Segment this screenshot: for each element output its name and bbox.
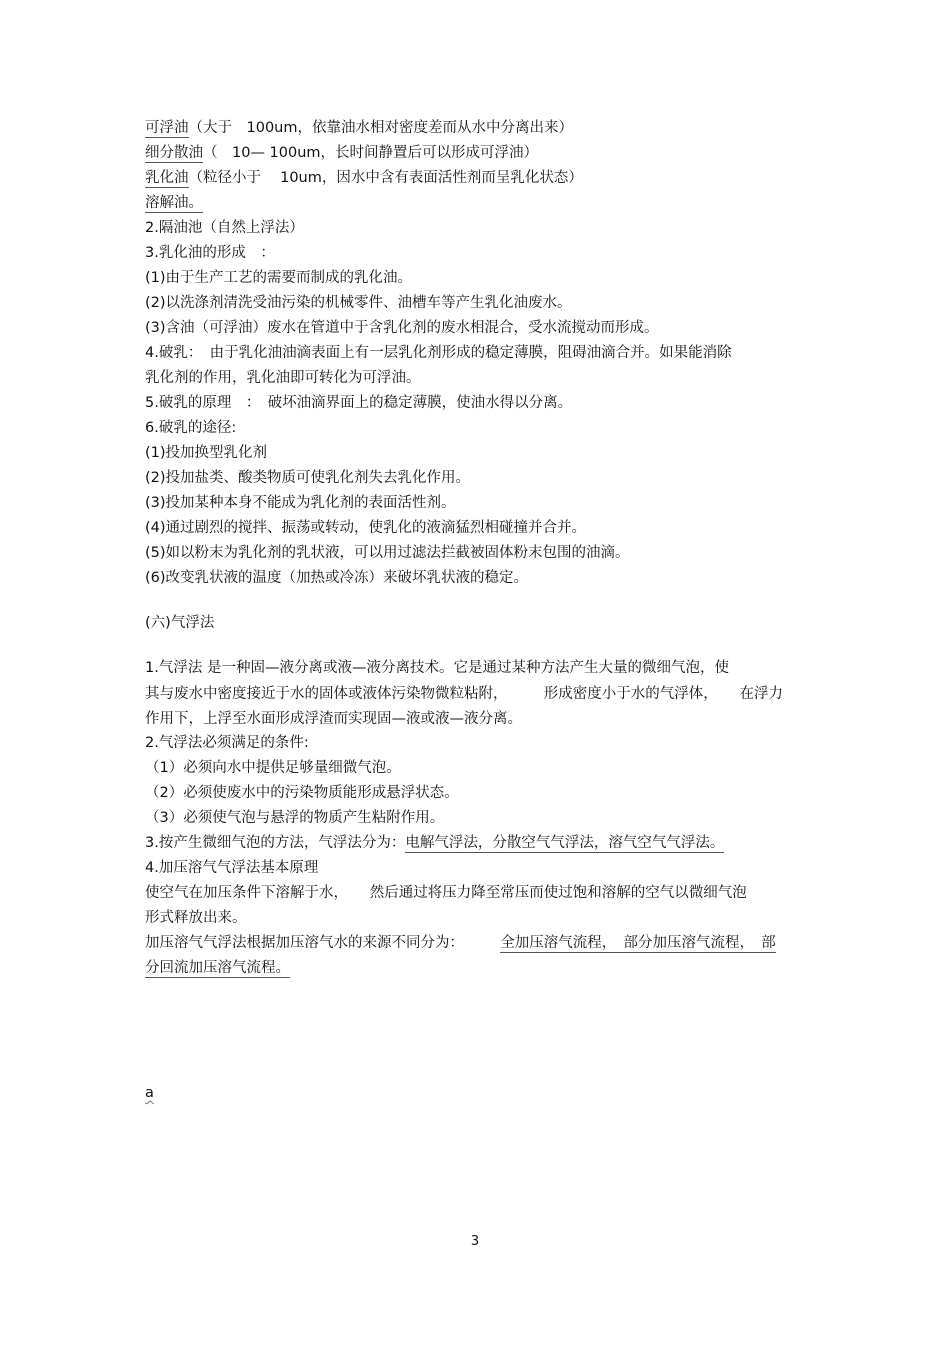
text-line: 5.破乳的原理 ： 破坏油滴界面上的稳定薄膜，使油水得以分离。 [145,395,573,411]
text-line: 形式释放出来。 [145,910,247,926]
text-line: (4)通过剧烈的搅拌、振荡或转动，使乳化的液滴猛烈相碰撞并合并。 [145,520,587,536]
text-line: a [145,1085,154,1101]
text-line: (6)改变乳状液的温度（加热或冷冻）来破坏乳状液的稳定。 [145,570,529,586]
term-underlined: 细分散油 [145,145,203,161]
text-line [145,193,203,213]
text-line: 乳化油（粒径小于 10um，因水中含有表面活性剂而呈乳化状态） [145,170,583,186]
text-line: 乳化剂的作用，乳化油即可转化为可浮油。 [145,370,421,386]
text-line: 可浮油（大于 100um，依靠油水相对密度差而从水中分离出来） [145,120,573,136]
text-line: (5)如以粉末为乳化剂的乳状液，可以用过滤法拦截被固体粉末包围的油滴。 [145,545,630,561]
page-number: 3 [470,1234,480,1249]
text-line [145,958,290,978]
text-line: (2)以洗涤剂清洗受油污染的机械零件、油槽车等产生乳化油废水。 [145,295,572,311]
section-heading: (六)气浮法 [145,615,215,631]
text-line: 作用下，上浮至水面形成浮渣而实现固—液或液—液分离。 [145,711,522,727]
term-underlined: 溶解油。 [145,195,203,211]
text-line: （3）必须使气泡与悬浮的物质产生粘附作用。 [145,810,445,826]
text-line: （2）必须使废水中的污染物质能形成悬浮状态。 [145,785,459,801]
text-line: 使空气在加压条件下溶解于水， 然后通过将压力降至常压而使过饱和溶解的空气以微细气泡 [145,885,747,901]
term-underlined: 可浮油 [145,120,189,136]
text-line: 细分散油（ 10— 100um，长时间静置后可以形成可浮油） [145,145,539,161]
text-line: 1.气浮法 是一种固—液分离或液—液分离技术。它是通过某种方法产生大量的微细气泡，使 [145,660,729,676]
text-line: 3.乳化油的形成 ： [145,245,275,261]
text-line: (1)由于生产工艺的需要而制成的乳化油。 [145,270,413,286]
text-line: 4.加压溶气气浮法基本原理 [145,860,319,876]
term-underlined: 分回流加压溶气流程。 [145,960,290,976]
text-line: (2)投加盐类、酸类物质可使乳化剂失去乳化作用。 [145,470,471,486]
text-line: (3)含油（可浮油）废水在管道中于含乳化剂的废水相混合，受水流搅动而形成。 [145,320,659,336]
text-line: 3.按产生微细气泡的方法，气浮法分为：电解气浮法，分散空气气浮法，溶气空气气浮法。 [145,835,725,851]
text-line: 其与废水中密度接近于水的固体或液体污染物微粒粘附， 形成密度小于水的气浮体， 在浮力 [145,686,783,702]
term-underlined: 全加压溶气流程， 部分加压溶气流程， 部 [500,935,776,951]
text-line: 2.气浮法必须满足的条件: [145,735,309,751]
text-line: (3)投加某种本身不能成为乳化剂的表面活性剂。 [145,495,456,511]
term-underlined: 乳化油 [145,170,189,186]
text-line: 4.破乳： 由于乳化油油滴表面上有一层乳化剂形成的稳定薄膜，阻碍油滴合并。如果能消除 [145,345,732,361]
text-line: 加压溶气气浮法根据加压溶气水的来源不同分为： 全加压溶气流程， 部分加压溶气流程， 部 [145,935,776,951]
text-line: (1)投加换型乳化剂 [145,445,268,461]
text-line: （1）必须向水中提供足够量细微气泡。 [145,760,401,776]
text-line: 6.破乳的途径: [145,420,237,436]
text-line: 2.隔油池（自然上浮法） [145,220,304,236]
term-underlined: 电解气浮法，分散空气气浮法，溶气空气气浮法。 [405,835,725,851]
